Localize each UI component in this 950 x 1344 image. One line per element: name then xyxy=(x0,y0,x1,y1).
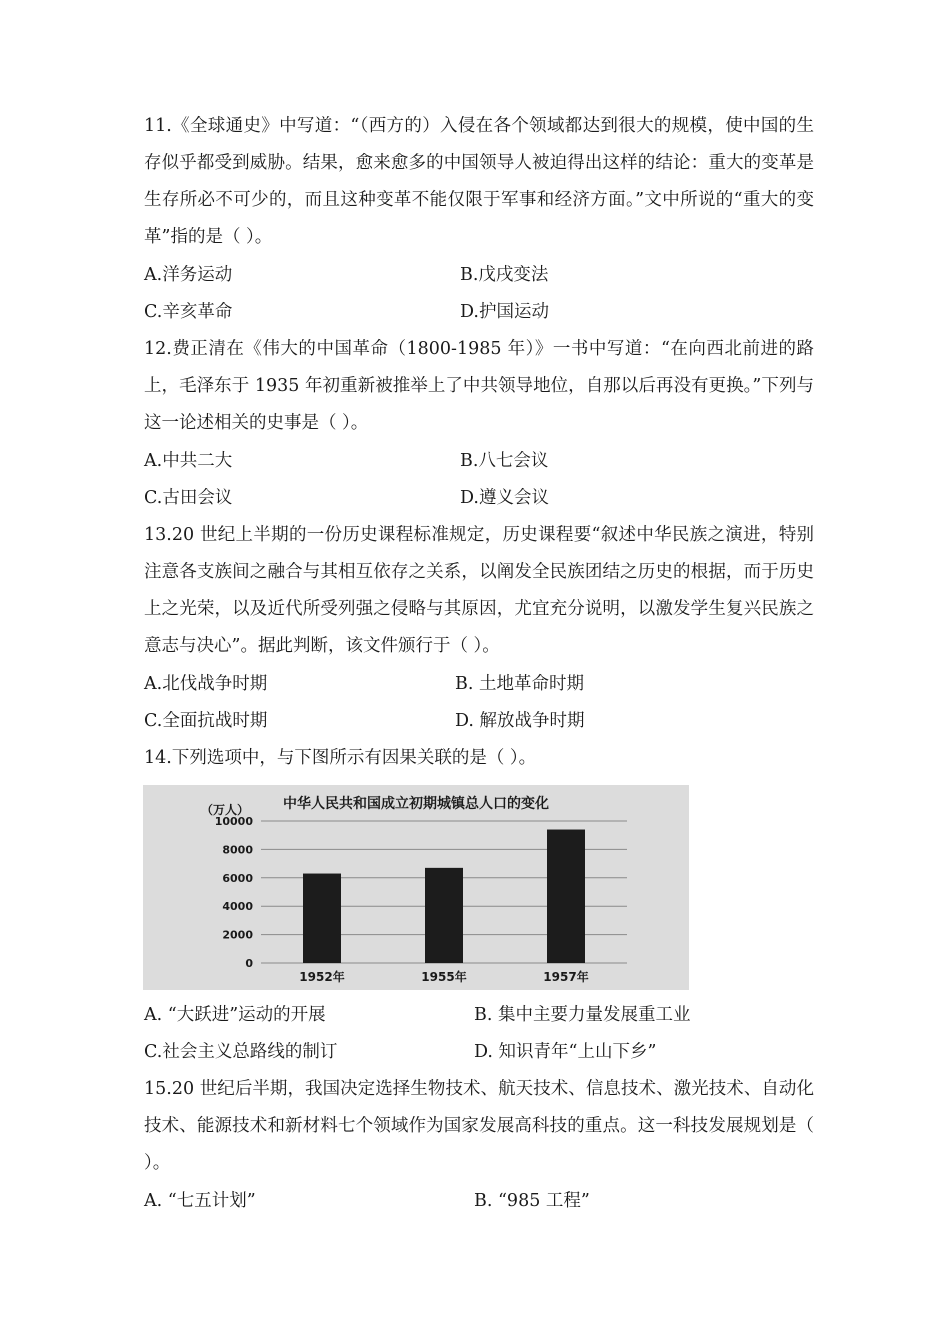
chart-bar xyxy=(303,874,341,963)
question-12-option-c: C.古田会议 xyxy=(144,488,233,508)
question-12-option-d: D.遵义会议 xyxy=(460,488,549,508)
question-15-stem: 15.20 世纪后半期，我国决定选择生物技术、航天技术、信息技术、激光技术、自动化技术、能源技术和新材料七个领域作为国家发展高科技的重点。这一科技发展规划是（ ）。 xyxy=(144,1079,814,1173)
question-12-option-b: B.八七会议 xyxy=(460,451,549,471)
chart-title: 中华人民共和国成立初期城镇总人口的变化 xyxy=(283,796,549,812)
chart-y-axis-label: （万人） xyxy=(201,803,250,817)
question-14-option-d: D. 知识青年“上山下乡” xyxy=(474,1042,657,1062)
chart-x-tick-label: 1955年 xyxy=(421,970,467,984)
question-13-stem: 13.20 世纪上半期的一份历史课程标准规定，历史课程要“叙述中华民族之演进，特别注意各支族间之融合与其相互依存之关系，以阐发全民族团结之历史的根据，而于历史上之光荣，以及近代所受列强之侵略与其原因，尤宜充分说明，以激发学生复兴民族之意志与决心”。据此判断，该文件颁行于（ ）。 xyxy=(144,525,814,656)
question-12-option-a: A.中共二大 xyxy=(144,451,233,471)
question-11-option-c: C.辛亥革命 xyxy=(144,302,233,322)
chart-bar xyxy=(425,868,463,963)
question-15-option-a: A. “七五计划” xyxy=(144,1191,256,1211)
question-14-stem: 14.下列选项中，与下图所示有因果关联的是（ ）。 xyxy=(144,748,537,768)
chart-y-tick-label: 4000 xyxy=(222,900,253,914)
question-11-stem: 11.《全球通史》中写道：“（西方的）入侵在各个领域都达到很大的规模，使中国的生存似乎都受到威胁。结果，愈来愈多的中国领导人被迫得出这样的结论：重大的变革是生存所必不可少的，而且这种变革不能仅限于军事和经济方面。”文中所说的“重大的变革”指的是（ ）。 xyxy=(144,116,814,247)
question-13-option-a: A.北伐战争时期 xyxy=(144,674,268,694)
chart-y-ticks xyxy=(215,815,254,970)
question-14-option-b: B. 集中主要力量发展重工业 xyxy=(474,1005,691,1025)
question-11-option-d: D.护国运动 xyxy=(460,302,549,322)
population-bar-chart xyxy=(143,785,689,990)
question-13-option-b: B. 土地革命时期 xyxy=(455,674,584,694)
question-14-option-a: A. “大跃进”运动的开展 xyxy=(144,1005,326,1025)
chart-y-tick-label: 6000 xyxy=(222,871,253,885)
chart-x-ticks xyxy=(299,969,588,984)
chart-y-tick-label: 8000 xyxy=(222,843,253,857)
question-15-option-b: B. “985 工程” xyxy=(474,1191,590,1211)
question-11-option-a: A.洋务运动 xyxy=(144,265,233,285)
question-11-option-b: B.戊戌变法 xyxy=(460,265,549,285)
chart-bar xyxy=(547,830,585,963)
chart-y-tick-label: 2000 xyxy=(222,928,253,942)
question-12-stem: 12.费正清在《伟大的中国革命（1800-1985 年）》一书中写道：“在向西北前进的路上，毛泽东于 1935 年初重新被推举上了中共领导地位，自那以后再没有更换。”下列与这一论述相关的史事是（ ）。 xyxy=(144,339,814,433)
question-14-option-c: C.社会主义总路线的制订 xyxy=(144,1042,338,1062)
chart-svg xyxy=(143,785,689,990)
chart-x-tick-label: 1957年 xyxy=(543,970,589,984)
chart-y-tick-label: 0 xyxy=(245,957,253,970)
chart-x-tick-label: 1952年 xyxy=(299,970,345,984)
chart-y-tick-label: 10000 xyxy=(214,815,253,828)
question-13-option-c: C.全面抗战时期 xyxy=(144,711,268,731)
question-13-option-d: D. 解放战争时期 xyxy=(455,711,585,731)
